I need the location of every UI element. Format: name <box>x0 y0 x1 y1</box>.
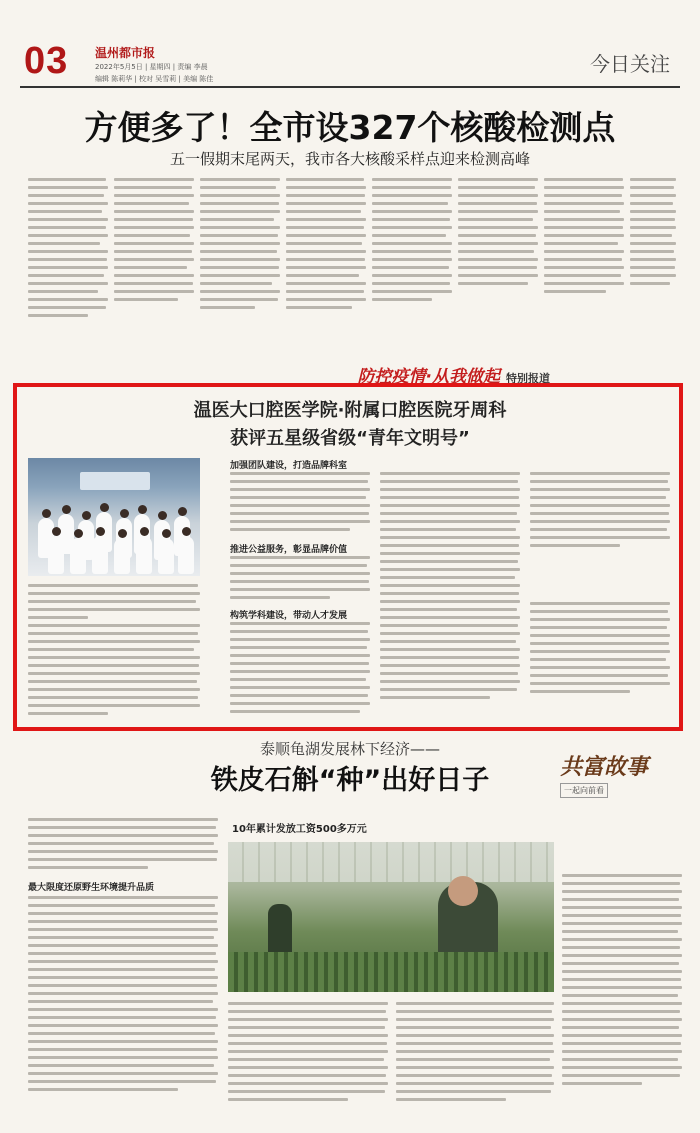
paper-name: 温州都市报 <box>95 46 156 60</box>
epidemic-banner <box>150 362 550 387</box>
story2-right-col <box>562 874 682 1124</box>
lead-col-3 <box>200 178 280 314</box>
lead-body-columns <box>28 178 676 356</box>
banner-sub: 特别报道 <box>506 372 550 385</box>
date-line: 2022年5月5日 | 星期四 | 责编 李晨 <box>95 63 208 71</box>
story2-mid-col2 <box>396 1002 554 1124</box>
dendrobium-photo <box>228 842 554 992</box>
feature-sub2: 推进公益服务，彰显品牌价值 <box>230 545 348 555</box>
story2-headline: 铁皮石斛“种”出好日子 <box>210 765 490 796</box>
feature-sub1: 加强团队建设，打造品牌科室 <box>230 461 348 471</box>
lead-col-4 <box>286 178 366 314</box>
lead-col-5 <box>372 178 452 306</box>
lead-col-2 <box>114 178 194 306</box>
lead-col-1 <box>28 178 108 322</box>
feature-title-line1: 温医大口腔医学院·附属口腔医院牙周科 <box>193 400 507 421</box>
story2-subhead: 10年累计发放工资500多万元 <box>232 824 367 835</box>
feature-col-b <box>380 472 520 724</box>
feature-col-a3 <box>230 622 370 722</box>
badge-label: 一起向前看 <box>560 783 608 798</box>
lead-col-7 <box>544 178 624 298</box>
story2-left-col <box>28 896 218 1124</box>
feature-sub3: 构筑学科建设，带动人才发展 <box>230 611 348 621</box>
story2-left-col-top <box>28 818 218 876</box>
masthead-rule <box>20 86 680 88</box>
story2-mid-col1 <box>228 1002 388 1124</box>
feature-col-a2 <box>230 556 370 604</box>
lead-col-6 <box>458 178 538 290</box>
section-title: 今日关注 <box>590 52 670 76</box>
feature-col-c <box>530 472 670 724</box>
badge-calligraphy: 共富故事 <box>560 754 649 780</box>
editors-line: 编辑 陈莉华 | 校对 吴雪莉 | 美编 陈佳 <box>95 75 214 83</box>
lead-col-8 <box>630 178 676 290</box>
page-number: 03 <box>24 40 69 82</box>
banner-main: 防控疫情·从我做起 <box>357 367 500 387</box>
feature-col-a <box>230 472 370 538</box>
lead-headline: 方便多了！全市设327个核酸检测点 <box>84 108 616 147</box>
story2-kicker: 泰顺龟湖发展林下经济—— <box>259 740 440 758</box>
feature-title-line2: 获评五星级省级“青年文明号” <box>230 428 470 449</box>
feature-left-text <box>28 584 200 724</box>
story2-left-sub1: 最大限度还原野生环境提升品质 <box>28 883 155 893</box>
common-prosperity-badge <box>560 756 686 866</box>
lead-subheadline: 五一假期末尾两天，我市各大核酸采样点迎来检测高峰 <box>169 150 530 168</box>
team-photo <box>28 458 200 576</box>
